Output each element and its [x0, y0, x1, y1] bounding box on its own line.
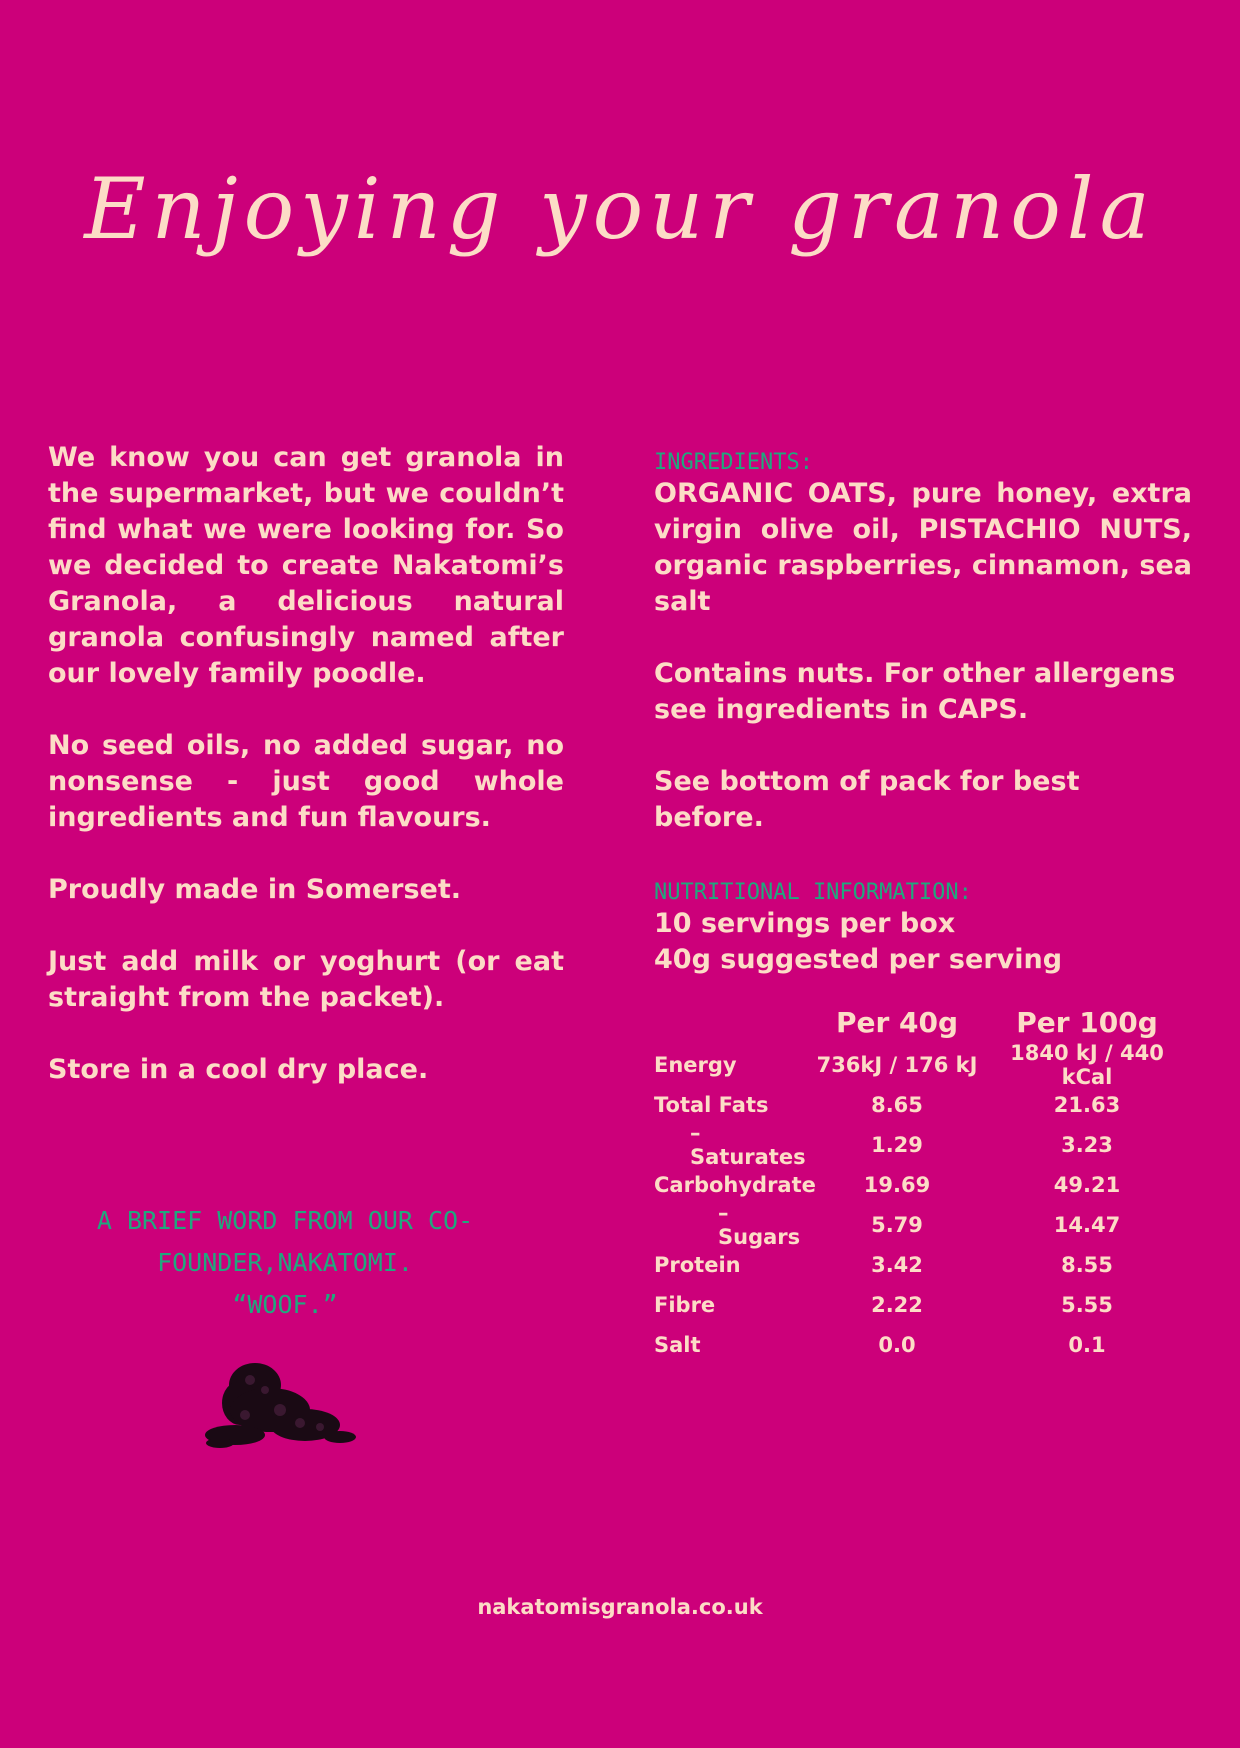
poodle-icon	[200, 1355, 360, 1455]
table-row	[654, 1041, 1192, 1089]
table-row	[654, 1201, 1192, 1249]
right-column	[654, 450, 1192, 1365]
table-row	[654, 1285, 1192, 1325]
made-in-paragraph: Proudly made in Somerset.	[48, 874, 462, 905]
value-per100: 3.23	[1061, 1133, 1113, 1157]
page-title: Enjoying your granola	[84, 160, 1156, 258]
value-per100: 5.55	[1061, 1293, 1113, 1317]
table-row	[654, 1165, 1192, 1205]
nutrient-name: Energy	[654, 1053, 737, 1077]
ingredients-label: INGREDIENTS:	[654, 450, 813, 475]
nutrition-table	[654, 1041, 1192, 1365]
header-blank	[654, 1006, 812, 1039]
value-per100: 14.47	[1053, 1213, 1121, 1237]
nutrient-name: Protein	[654, 1253, 741, 1277]
storage-paragraph: Store in a cool dry place.	[48, 1054, 429, 1085]
value-per100: 0.1	[1068, 1333, 1106, 1357]
servings-per-box: 10 servings per box	[654, 908, 956, 939]
left-column	[48, 440, 564, 1088]
header-per40: Per 40g	[835, 1006, 959, 1039]
value-per40: 1.29	[871, 1133, 923, 1157]
nutrient-name: Total Fats	[654, 1093, 769, 1117]
table-row	[654, 1245, 1192, 1285]
value-per40: 19.69	[863, 1173, 931, 1197]
value-per40: 5.79	[871, 1213, 923, 1237]
header-per100: Per 100g	[1016, 1006, 1158, 1039]
cofounder-intro: A BRIEF WORD FROM OUR CO-FOUNDER,NAKATOMI.	[96, 1206, 474, 1277]
value-per40: 0.0	[878, 1333, 916, 1357]
servings-block	[654, 906, 1192, 978]
allergens-text: Contains nuts. For other allergens see ingredients in CAPS.	[654, 658, 1176, 725]
nutrient-name: – Saturates	[690, 1121, 806, 1169]
value-per40: 8.65	[871, 1093, 923, 1117]
value-per100: 8.55	[1061, 1253, 1113, 1277]
ingredients-text: ORGANIC OATS, pure honey, extra virgin olive oil, PISTACHIO NUTS, organic raspberries, cinnamon, sea salt	[654, 478, 1192, 617]
value-per100: 1840 kJ / 440 kCal	[1010, 1041, 1164, 1089]
cofounder-quote	[90, 1200, 480, 1326]
nutrient-name: Fibre	[654, 1293, 716, 1317]
best-before-text: See bottom of pack for best before.	[654, 766, 1080, 833]
nutrition-label: NUTRITIONAL INFORMATION:	[654, 880, 972, 905]
value-per40: 2.22	[871, 1293, 923, 1317]
value-per40: 3.42	[871, 1253, 923, 1277]
nutrient-name: Carbohydrate	[654, 1173, 816, 1197]
table-row	[654, 1121, 1192, 1169]
cofounder-woof: “WOOF.”	[232, 1290, 338, 1319]
serving-suggestion-paragraph: Just add milk or yoghurt (or eat straight from the packet).	[48, 946, 564, 1013]
nutrition-table-header	[654, 1006, 1192, 1039]
nutrient-name: – Sugars	[718, 1201, 801, 1249]
value-per40: 736kJ / 176 kJ	[816, 1053, 978, 1077]
serving-size: 40g suggested per serving	[654, 944, 1063, 975]
table-row	[654, 1085, 1192, 1125]
table-row	[654, 1325, 1192, 1365]
no-seed-oils-paragraph: No seed oils, no added sugar, no nonsense - just good whole ingredients and fun flavours.	[48, 730, 564, 833]
value-per100: 49.21	[1053, 1173, 1121, 1197]
intro-paragraph: We know you can get granola in the supermarket, but we couldn’t find what we were looking for. So we decided to create Nakatomi’s Granola, a delicious natural granola confusingly named after our lovely family poodle.	[48, 442, 564, 689]
nutrient-name: Salt	[654, 1333, 701, 1357]
value-per100: 21.63	[1053, 1093, 1121, 1117]
website-link[interactable]: nakatomisgranola.co.uk	[477, 1595, 763, 1619]
